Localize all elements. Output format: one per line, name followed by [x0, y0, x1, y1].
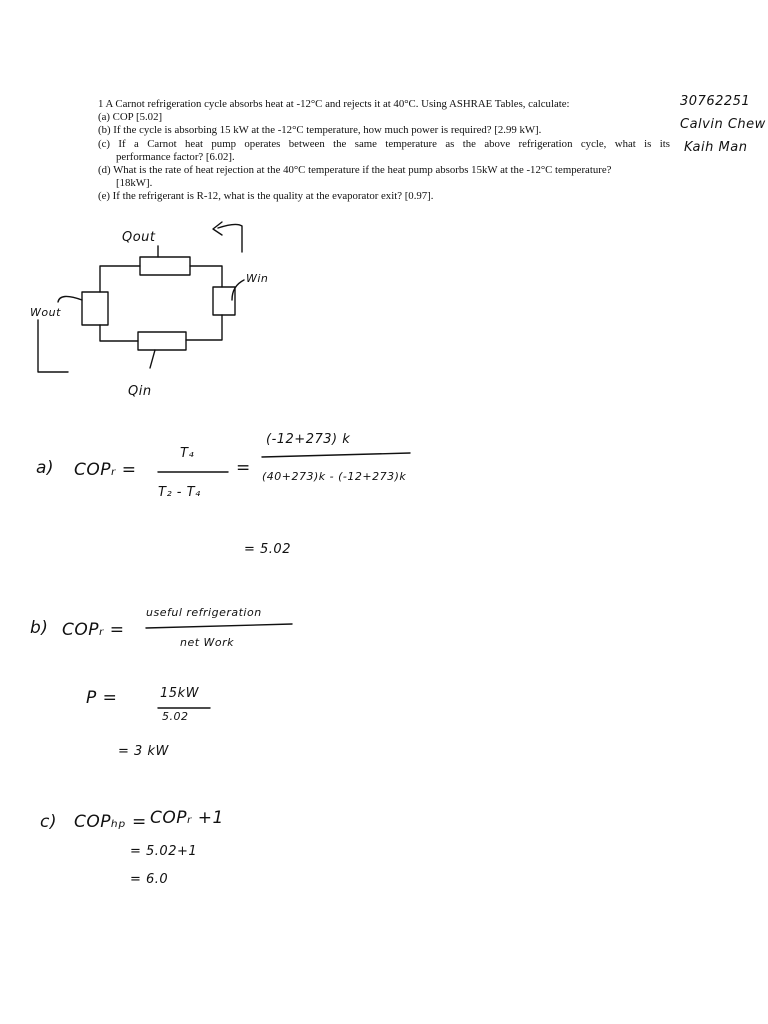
part-b-power-denominator: 5.02 — [162, 710, 189, 723]
question-c-line1: (c) If a Carnot heat pump operates between the same temperature as the above refrigeration cycle, what is its — [98, 137, 670, 150]
part-a-denominator: T₂ - T₄ — [158, 485, 201, 500]
compressor-box — [213, 287, 235, 315]
part-c-lhs: COPₕₚ = — [74, 812, 147, 832]
part-b-denominator: net Work — [180, 636, 235, 649]
part-c-line-3: = 6.0 — [130, 872, 169, 887]
part-c-label: c) — [40, 812, 57, 832]
student-id-note: 30762251 — [680, 94, 751, 109]
condenser-box — [140, 257, 190, 275]
arrow-stroke — [218, 224, 242, 252]
part-c-rhs: COPᵣ +1 — [150, 808, 224, 828]
part-c-line-2: = 5.02+1 — [130, 844, 198, 859]
w-in-label: Win — [246, 272, 269, 285]
expansion-box — [82, 292, 108, 325]
part-a-numerator: T₄ — [180, 446, 195, 461]
part-a-equals: = — [236, 458, 251, 478]
part-a-denominator-values: (40+273)k - (-12+273)k — [262, 470, 407, 483]
part-a-numerator-values: (-12+273) k — [266, 432, 351, 447]
problem-statement — [98, 98, 670, 204]
question-d-line2: [18kW]. — [116, 177, 153, 190]
part-b-numerator: useful refrigeration — [146, 606, 262, 619]
evaporator-box — [138, 332, 186, 350]
part-b-label: b) — [30, 618, 49, 638]
part-a-lhs: COPᵣ = — [74, 460, 137, 480]
student-name-note-2: Kaih Man — [684, 140, 748, 155]
question-c-line2: performance factor? [6.02]. — [116, 150, 235, 163]
q-out-label: Qout — [122, 230, 156, 245]
part-b-result: = 3 kW — [118, 744, 169, 759]
part-b-lhs: COPᵣ = — [62, 620, 125, 640]
w-out-label: Wout — [30, 306, 61, 319]
problem-title: 1 A Carnot refrigeration cycle absorbs heat at -12°C and rejects it at 40°C. Using ASHRAE Tables, calculate: — [98, 98, 570, 110]
question-d-line1: (d) What is the rate of heat rejection at the 40°C temperature if the heat pump absorbs 15kW at the -12°C temperature? — [98, 164, 612, 177]
part-a-result: = 5.02 — [244, 542, 291, 557]
student-name-note-1: Calvin Chew — [680, 117, 766, 132]
part-b-power-numerator: 15kW — [160, 686, 199, 701]
question-a: (a) COP [5.02] — [98, 111, 163, 124]
question-b: (b) If the cycle is absorbing 15 kW at the -12°C temperature, how much power is required? [2.99 kW]. — [98, 124, 542, 137]
part-b-power-lhs: P = — [86, 688, 118, 708]
q-in-label: Qin — [128, 384, 152, 399]
part-a-label: a) — [36, 458, 55, 478]
question-e: (e) If the refrigerant is R-12, what is the quality at the evaporator exit? [0.97]. — [98, 190, 434, 203]
